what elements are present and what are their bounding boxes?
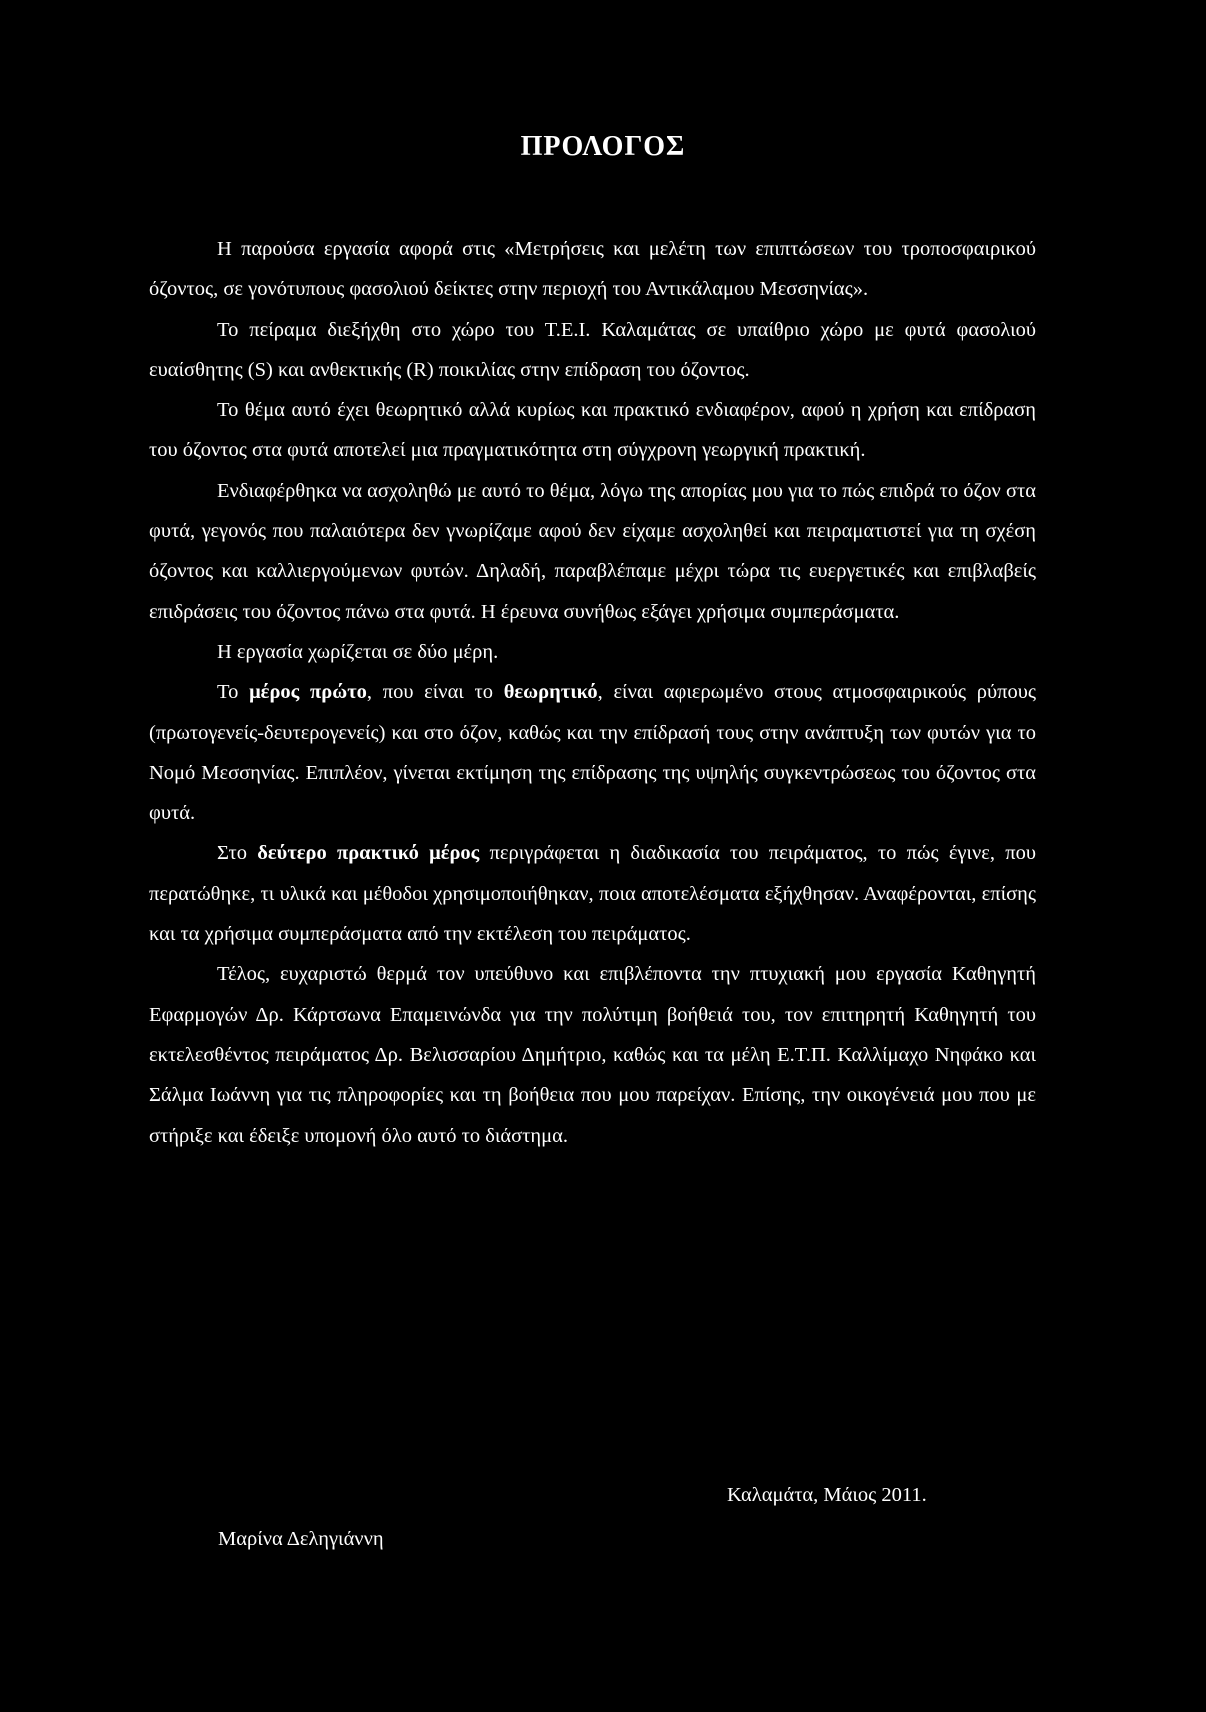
paragraph-experiment-location: Το πείραμα διεξήχθη στο χώρο του Τ.Ε.Ι. Καλαμάτας σε υπαίθριο χώρο με φυτά φασολιού ευαίσθητης (S) και ανθεκτικής (R) ποικιλίας στην επίδραση του όζοντος. [149, 318, 1036, 381]
part-one-lead: Το [217, 681, 250, 704]
preface-body [149, 229, 1036, 1156]
part-two-rest: περιγράφεται η διαδικασία του πειράματος, το πώς έγινε, που περατώθηκε, τι υλικά και μέθοδοι χρησιμοποιήθηκαν, ποια αποτελέσματα εξήχθησαν. Αναφέρονται, επίσης και τα χρήσιμα συμπεράσματα από την εκτέλεση του πειράματος. [149, 842, 1036, 946]
part-one-theoretical: θεωρητικό [503, 681, 598, 704]
paragraph-motivation: Ενδιαφέρθηκα να ασχοληθώ με αυτό το θέμα, λόγω της απορίας μου για το πώς επιδρά το όζον στα φυτά, γεγονός που παλαιότερα δεν γνωρίζαμε αφού δεν είχαμε ασχοληθεί και πειραματιστεί για τη σχέση όζοντος και καλλιεργούμενων φυτών. Δηλαδή, παραβλέπαμε μέχρι τώρα τις ευεργετικές και επιβλαβείς επιδράσεις του όζοντος πάνω στα φυτά. Η έρευνα συνήθως εξάγει χρήσιμα συμπεράσματα. [149, 479, 1036, 623]
place-date: Καλαμάτα, Μάιος 2011. [727, 1484, 927, 1506]
part-one-rest: , είναι αφιερωμένο στους ατμοσφαιρικούς ρύπους (πρωτογενείς-δευτερογενείς) και στο όζον, καθώς και την επίδρασή τους στην ανάπτυξη των φυτών για το Νομό Μεσσηνίας. Επιπλέον, γίνεται εκτίμηση της επίδρασης της υψηλής συγκεντρώσεως του όζοντος στα φυτά. [149, 681, 1036, 825]
paragraph-subject: Η παρούσα εργασία αφορά στις «Μετρήσεις και μελέτη των επιπτώσεων του τροποσφαιρικού όζοντος, σε γονότυπους φασολιού δείκτες στην περιοχή του Αντικάλαμου Μεσσηνίας». [149, 238, 1036, 301]
author-name: Μαρίνα Δεληγιάννη [218, 1528, 384, 1550]
paragraph-acknowledgements: Τέλος, ευχαριστώ θερμά τον υπεύθυνο και επιβλέποντα την πτυχιακή μου εργασία Καθηγητή Εφαρμογών Δρ. Κάρτσωνα Επαμεινώνδα για την πολύτιμη βοήθειά του, τον επιτηρητή Καθηγητή του εκτελεσθέντος πειράματος Δρ. Βελισσαρίου Δημήτριο, καθώς και τα μέλη Ε.Τ.Π. Καλλίμαχο Νηφάκο και Σάλμα Ιωάννη για τις πληροφορίες και τη βοήθεια που μου παρείχαν. Επίσης, την οικογένειά μου που με στήριξε και έδειξε υπομονή όλο αυτό το διάστημα. [149, 963, 1036, 1147]
part-one-mid: , που είναι το [366, 681, 504, 704]
paragraph-interest: Το θέμα αυτό έχει θεωρητικό αλλά κυρίως και πρακτικό ενδιαφέρον, αφού η χρήση και επίδραση του όζοντος στα φυτά αποτελεί μια πραγματικότητα στη σύγχρονη γεωργική πρακτική. [149, 399, 1036, 462]
part-one-emphasis: μέρος πρώτο [249, 681, 367, 704]
paragraph-structure: Η εργασία χωρίζεται σε δύο μέρη. [217, 640, 499, 663]
page-title: ΠΡΟΛΟΓΟΣ [520, 131, 686, 162]
part-two-lead: Στο [217, 842, 258, 865]
paragraph-part-two [149, 833, 1036, 954]
paragraph-part-one [149, 672, 1036, 833]
part-two-emphasis: δεύτερο πρακτικό μέρος [257, 842, 480, 865]
